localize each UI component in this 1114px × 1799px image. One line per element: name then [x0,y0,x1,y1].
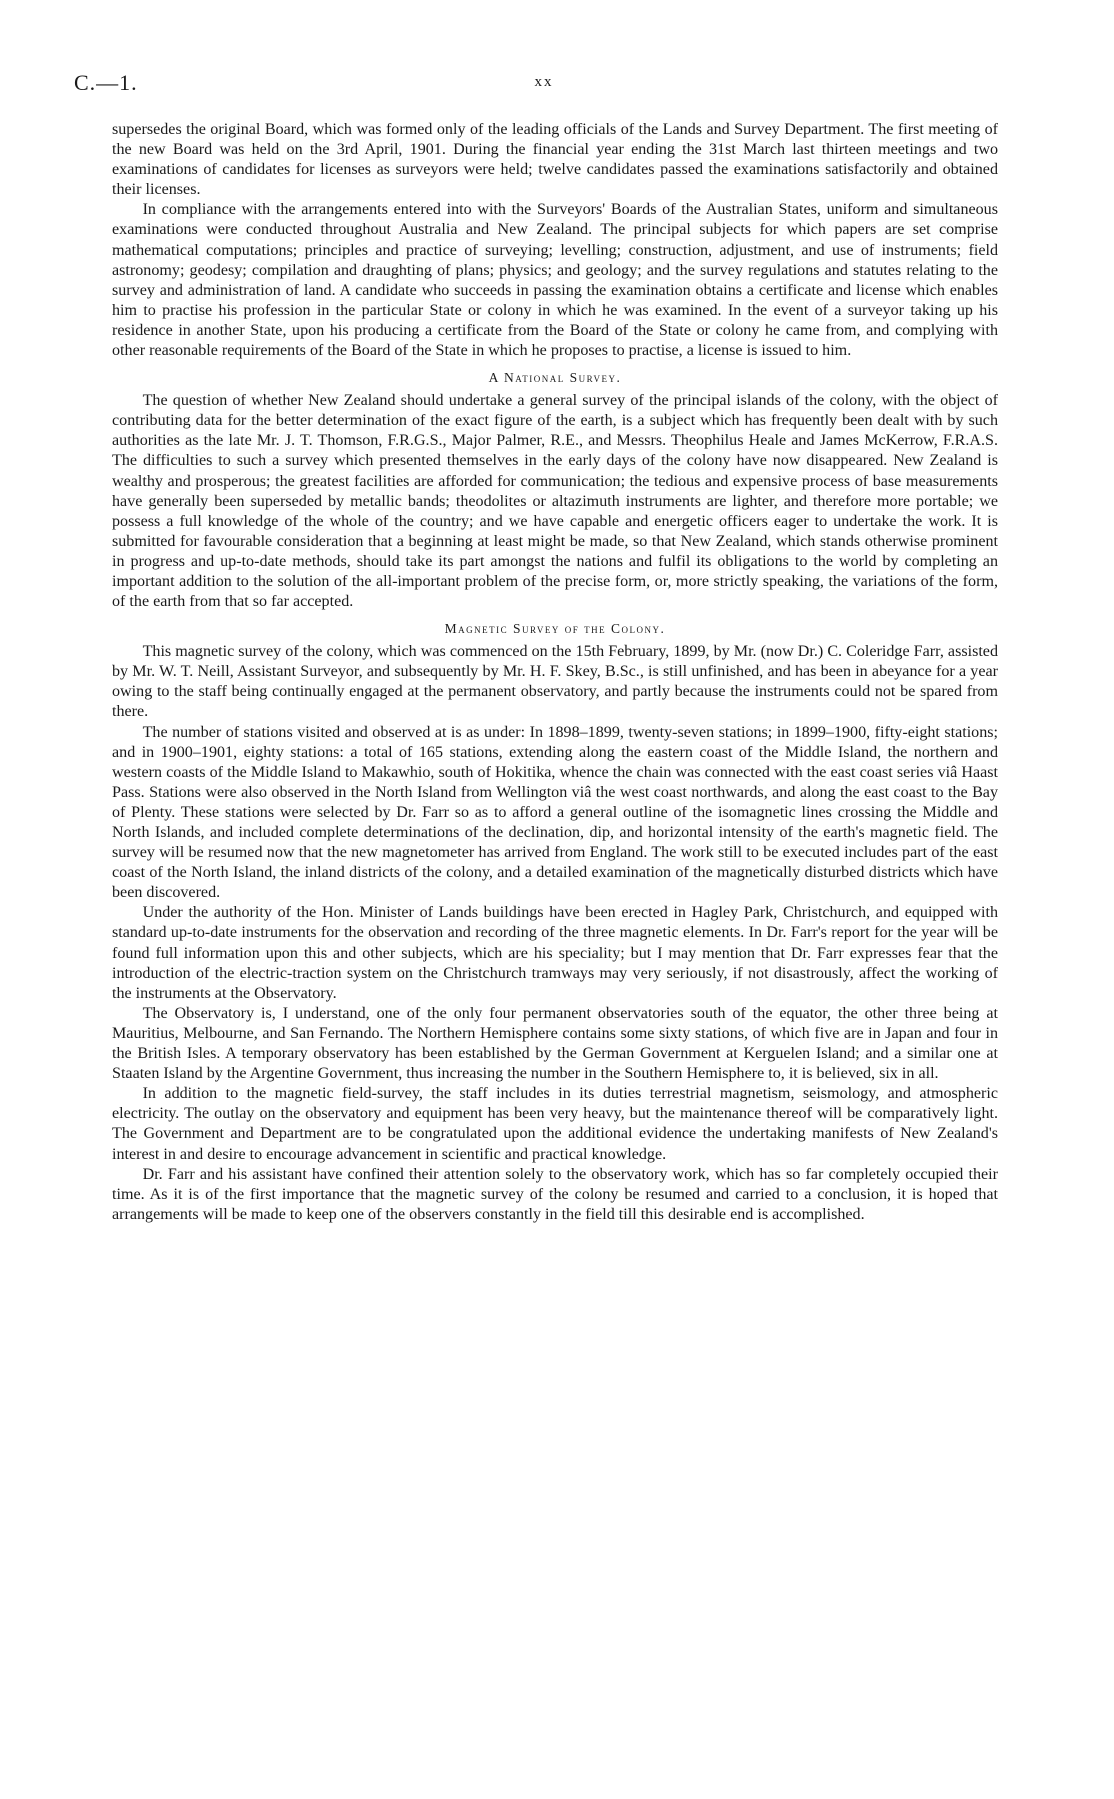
page-header [74,70,1014,94]
paragraph-national-survey: The question of whether New Zealand should undertake a general survey of the principal islands of the colony, with the object of contributing data for the better determination of the exact figure of the earth, is a subject which has frequently been dealt with by such authorities as the late Mr. J. T. Thomson, F.R.G.S., Major Palmer, R.E., and Messrs. Theophilus Heale and James McKerrow, F.R.A.S. The difficulties to such a survey which presented themselves in the early days of the colony have now disappeared. New Zealand is wealthy and prosperous; the greatest facilities are afforded for communication; the tedious and expensive process of base measurements have generally been superseded by metallic bands; theodolites or altazimuth instruments are lighter, and therefore more portable; we possess a full knowledge of the whole of the country; and we have capable and energetic officers eager to undertake the work. It is submitted for favourable consideration that a beginning at least might be made, so that New Zealand, which stands otherwise prominent in progress and up-to-date methods, should take its part amongst the nations and fulfil its obligations to the world by completing an important addition to the solution of the all-important problem of the precise form, or, more strictly speaking, the variations of the form, of the earth from that so far accepted. [112,392,998,611]
paragraph-hagley-park: Under the authority of the Hon. Minister of Lands buildings have been erected in Hagley Park, Christchurch, and equipped with standard up-to-date instruments for the observation and recording of the three magnetic elements. In Dr. Farr's report for the year will be found full information upon this and other subjects, which are his speciality; but I may mention that Dr. Farr expresses fear that the introduction of the electric-traction system on the Christchurch tramways may very seriously, if not disastrously, affect the working of the instruments at the Observatory. [112,904,998,1002]
paragraph-stations: The number of stations visited and observed at is as under: In 1898–1899, twenty-seven stations; in 1899–1900, fifty-eight stations; and in 1900–1901, eighty stations: a total of 165 stations, extending along the eastern coast of the Middle Island, the northern and western coasts of the Middle Island to Makawhio, south of Hokitika, whence the chain was connected with the east coast series viâ Haast Pass. Stations were also observed in the North Island from Wellington viâ the west coast northwards, and along the east coast to the Bay of Plenty. These stations were selected by Dr. Farr so as to afford a general outline of the isomagnetic lines crossing the Middle and North Islands, and included complete determinations of the declination, dip, and horizontal intensity of the earth's magnetic field. The survey will be resumed now that the new magnetometer has arrived from England. The work still to be executed includes part of the east coast of the North Island, the inland districts of the colony, and a detailed examination of the magnetically disturbed districts which have been discovered. [112,723,998,902]
paragraph-staff-duties: In addition to the magnetic field-survey, the staff includes in its duties terrestrial magnetism, seismology, and atmospheric electricity. The outlay on the observatory and equipment has been very heavy, but the maintenance thereof will be comparatively light. The Government and Department are to be congratulated upon the additional evidence the undertaking manifests of New Zealand's interest in and desire to encourage advancement in scientific and practical knowledge. [112,1085,998,1163]
page-number: xx [534,74,554,90]
section-heading-magnetic-survey: Magnetic Survey of the Colony. [444,621,666,637]
document-reference: C.—1. [74,70,138,95]
paragraph-examinations: In compliance with the arrangements entered into with the Surveyors' Boards of the Australian States, uniform and simultaneous examinations were conducted throughout Australia and New Zealand. The principal subjects for which papers are set comprise mathematical computations; principles and practice of surveying; levelling; construction, adjustment, and use of instruments; field astronomy; geodesy; compilation and draughting of plans; physics; and geology; and the survey regulations and statutes relating to the survey and administration of land. A candidate who succeeds in passing the examination obtains a certificate and license which enables him to practise his profession in the particular State or colony in which he was examined. In the event of a surveyor taking up his residence in another State, upon his producing a certificate from the Board of the State or colony he came from, and complying with other reasonable requirements of the Board of the State in which he proposes to practise, a license is issued to him. [112,201,998,360]
paragraph-board-continued: supersedes the original Board, which was formed only of the leading officials of the Lands and Survey Department. The first meeting of the new Board was held on the 3rd April, 1901. During the financial year ending the 31st March last thirteen meetings and two examinations of candidates for licenses as surveyors were held; twelve candidates passed the examinations satisfactorily and obtained their licenses. [112,121,998,199]
document-body [112,120,998,1225]
section-heading-national-survey: A National Survey. [488,370,622,386]
paragraph-magnetic-survey-intro: This magnetic survey of the colony, which was commenced on the 15th February, 1899, by Mr. (now Dr.) C. Coleridge Farr, assisted by Mr. W. T. Neill, Assistant Surveyor, and subsequently by Mr. H. F. Skey, B.Sc., is still unfinished, and has been in abeyance for a year owing to the staff being continually engaged at the permanent observatory, and partly because the instruments could not be spared from there. [112,643,998,721]
paragraph-conclusion: Dr. Farr and his assistant have confined their attention solely to the observatory work, which has so far completely occupied their time. As it is of the first importance that the magnetic survey of the colony be resumed and carried to a conclusion, it is hoped that arrangements will be made to keep one of the observers constantly in the field till this desirable end is accomplished. [112,1165,998,1223]
paragraph-observatories: The Observatory is, I understand, one of the only four permanent observatories south of the equator, the other three being at Mauritius, Melbourne, and San Fernando. The Northern Hemisphere contains some sixty stations, of which five are in Japan and four in the British Isles. A temporary observatory has been established by the German Government at Kerguelen Island; and a similar one at Staaten Island by the Argentine Government, thus increasing the number in the Southern Hemisphere to, it is believed, six in all. [112,1004,998,1083]
